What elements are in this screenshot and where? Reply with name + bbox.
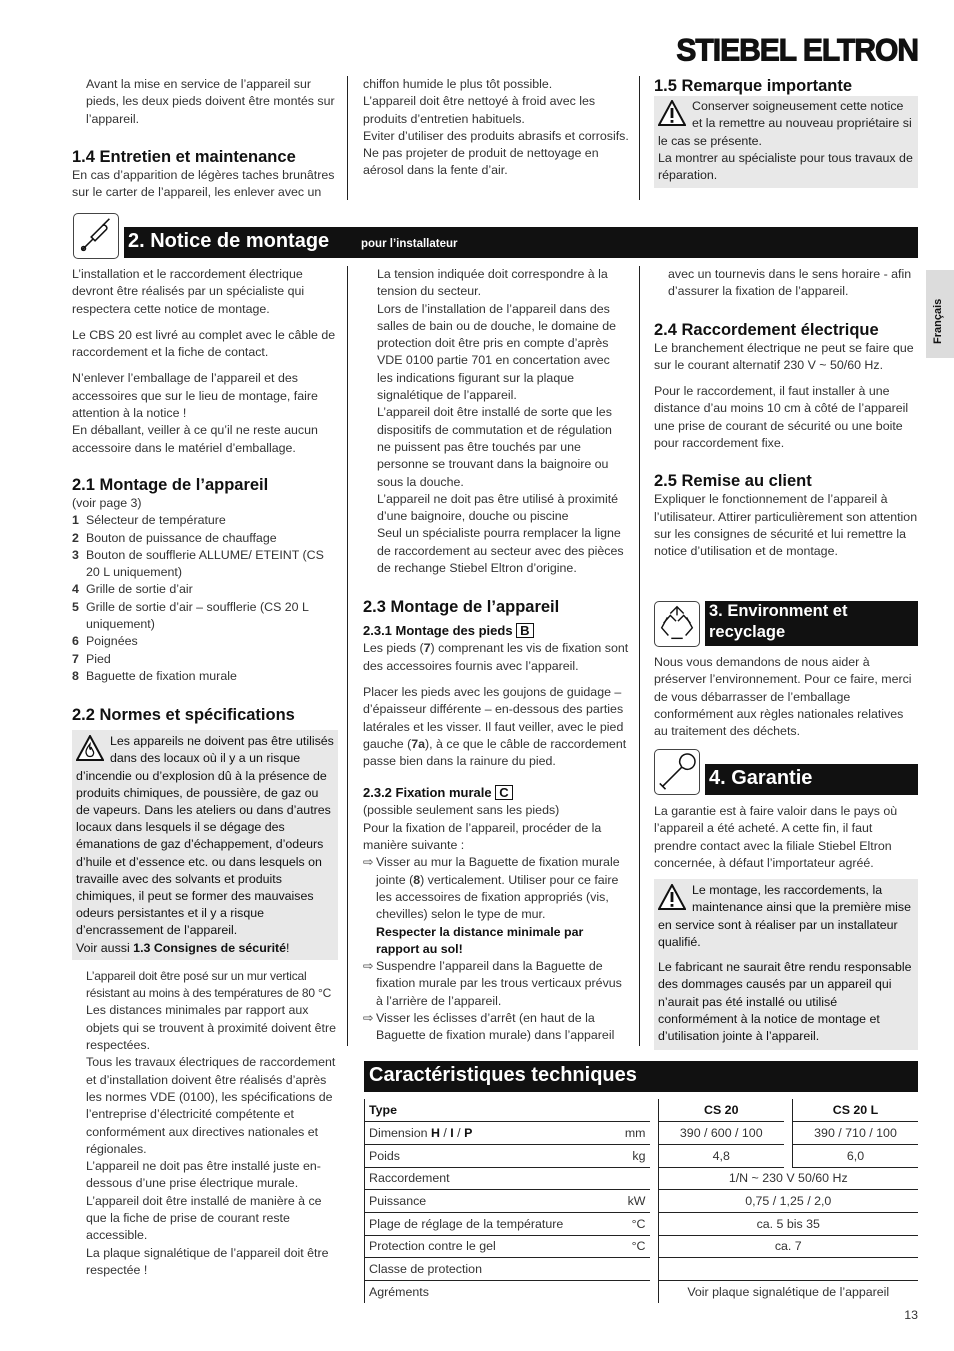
table-row <box>365 1190 919 1213</box>
s232-intro: Pour la fixation de l’appareil, procéder de la manière suivante : <box>363 820 602 853</box>
arrow-icon: ⇨ <box>363 1010 374 1025</box>
section-3-text: Nous vous demandons de nous aider à préserver l’environnement. Pour ce faire, merci de vous débarrasser de l’emballage conformément aux règles nationales relatives au traitement des déchets. <box>654 655 912 739</box>
divider <box>639 76 640 200</box>
row-label: Dimension H / I / P mm <box>365 1122 650 1145</box>
cell: ca. 5 bis 35 <box>658 1212 918 1235</box>
table-row <box>365 1212 919 1235</box>
row-label: Agréments <box>365 1281 650 1304</box>
warning-text: Les appareils ne doivent pas être utilisés dans des locaux où il y a un risque d’incendie ou d’explosion dû à la présence de produits chimiques, de poussière, de gaz ou de vapeurs. Dans les ateliers ou dans d’autres locaux dans lesquels il se dégage des émanations de gaz d’échappement, d’odeurs d’huile et d’essence etc. ou dans lesquels on travaille avec des solvants et produits chimiques, il peut se former des mauvaises odeurs persistantes et il y a risque d’encrassement de l’appareil. Voir aussi 1.3 Consignes de sécurité! <box>76 734 334 955</box>
important-note-1: Conserver soigneusement cette notice et la remettre au nouveau propriétaire si le cas se présente. <box>658 99 912 148</box>
cell: ca. 7 <box>658 1235 918 1258</box>
section-4-text: La garantie est à faire valoir dans le pays où l’appareil a été acheté. A cette fin, il faut prendre contact avec la filiale Stiebel Eltron concernée, à défaut l’importateur agréé. <box>654 804 898 870</box>
note-4: L’appareil ne doit pas être installé juste en-dessous d’une prise électrique murale. <box>86 1159 321 1191</box>
list-item: 8 Baguette de fixation murale <box>72 668 237 683</box>
specs-table <box>364 1099 918 1303</box>
brand-logo: STIEBEL ELTRON <box>676 33 918 68</box>
type-label: Type <box>365 1099 650 1122</box>
s2-p1: L’installation et le raccordement électrique devront être réalisés par un spécialiste qui respectera cette notice de montage. <box>72 267 305 316</box>
s231-p1: Les pieds (7) comprenant les vis de fixation sont des accessoires fournis avec l’appareil. <box>363 641 629 673</box>
intro-text: Avant la mise en service de l’appareil sur pieds, les deux pieds doivent être montés sur l’appareil. <box>86 77 335 126</box>
clean-text-3: Eviter d’utiliser des produits abrasifs et corrosifs. <box>363 128 629 143</box>
note-2: Les distances minimales par rapport aux objets qui se trouvent à proximité doivent être respectées. <box>86 1003 337 1053</box>
para: Seul un spécialiste pourra remplacer la ligne de raccordement au secteur avec des pièces de rechange Stiebel Eltron d’origine. <box>377 526 624 576</box>
warning-icon <box>658 884 686 910</box>
list-item: 6 Poignées <box>72 634 138 649</box>
table-row <box>365 1122 919 1145</box>
list-item: 5 Grille de sortie d’air – soufflerie (CS 20 L uniquement) <box>72 599 309 632</box>
row-label: Classe de protection <box>365 1258 650 1281</box>
section-2-1-sub: (voir page 3) <box>72 495 142 510</box>
cell: 1/N ~ 230 V 50/60 Hz <box>658 1167 918 1190</box>
top-col-3 <box>654 76 918 188</box>
note-1: L’appareil doit être posé sur un mur vertical résistant au moins à des températures de 80 °C <box>86 968 332 1001</box>
para: L’appareil doit être installé de sorte que les dispositifs de commutation et de régulation ne puissent pas être touchés par une personne se trouvant dans la baignoire ou sous la douche. <box>377 405 612 489</box>
clean-text-4: Ne pas projeter de produit de nettoyage en aérosol dans la fente d’air. <box>363 146 599 178</box>
wrench-icon <box>654 749 700 795</box>
section-3-header <box>705 601 918 646</box>
top-col-2 <box>363 76 629 180</box>
s2-col3-cont: avec un tournevis dans le sens horaire - afin d’assurer la fixation de l’appareil. <box>668 267 912 299</box>
parts-list <box>72 512 338 685</box>
s24-p1: Le branchement électrique ne peut se faire que sur le courant alternatif 230 V ~ 50/60 Hz. <box>654 340 914 372</box>
list-item: 2 Bouton de puissance de chauffage <box>72 530 277 545</box>
section-2-header <box>124 227 918 258</box>
s2-col-3 <box>654 266 918 561</box>
cell: 0,75 / 1,25 / 2,0 <box>658 1190 918 1213</box>
specs-header <box>364 1061 918 1092</box>
divider <box>639 266 640 1046</box>
section-4-header <box>705 764 918 795</box>
guarantee-warning-2: Le fabricant ne saurait être rendu responsable des dommages causés par un appareil qui n’aurait pas été installé ou utilisé conformément à la notice de montage et d’utilisation jointe à l’appareil. <box>658 960 912 1044</box>
s2-col2-paras <box>363 266 629 577</box>
s2-col-2 <box>363 266 629 1045</box>
top-col-1 <box>72 76 338 201</box>
warning-box <box>72 730 338 960</box>
list-item: 4 Grille de sortie d’air <box>72 582 193 597</box>
section-2-title: 2. Notice de montage <box>128 230 330 252</box>
recycling-icon <box>654 601 700 647</box>
note-3: Tous les travaux électriques de raccordement et d’installation doivent être réalisés d’après les normes VDE (0100), les spécifications de l’entreprise d’électricité compétente et conformément aux directives nationales et régionales. <box>86 1055 336 1156</box>
section-2-1-title: 2.1 Montage de l’appareil <box>72 475 269 494</box>
cell: 390 / 600 / 100 <box>658 1122 784 1145</box>
section-3-title: 3. Environment et recyclage <box>709 602 848 641</box>
note-5: L’appareil doit être installé de manière à ce que la fiche de prise de courant reste accessible. <box>86 1193 322 1243</box>
row-label: Protection contre le gel °C <box>365 1235 650 1258</box>
language-tab-label: Français <box>932 298 944 344</box>
para: L’appareil ne doit pas être utilisé à proximité d’une baignoire, douche ou piscine <box>377 491 619 524</box>
step-item: ⇨ Visser au mur la Baguette de fixation murale jointe (8) verticalement. Utiliser pour ce faire les accessoires de fixation appropriés (vis, chevilles) selon le type de mur. Respecter la distance minimale par rapport au sol! <box>363 854 629 958</box>
list-item: 1 Sélecteur de température <box>72 513 226 528</box>
section-1-5-title: 1.5 Remarque importante <box>654 77 853 95</box>
language-tab <box>926 270 954 358</box>
specs-title: Caractéristiques techniques <box>369 1064 637 1086</box>
clean-text-1: chiffon humide le plus tôt possible. <box>363 77 553 91</box>
list-item: 7 Pied <box>72 651 111 666</box>
guarantee-warning-box <box>654 879 918 1050</box>
arrow-icon: ⇨ <box>363 855 374 870</box>
guarantee-warning-1: Le montage, les raccordements, la maintenance ainsi que la première mise en service sont à réaliser par un installateur qualifié. <box>658 883 912 949</box>
step-item: ⇨ Visser les éclisses d’arrêt (en haut de la Baguette de fixation murale) dans l’appareil <box>363 1010 629 1045</box>
important-note-box <box>654 96 918 188</box>
section-1-4-title: 1.4 Entretien et maintenance <box>72 147 296 166</box>
divider <box>347 76 348 200</box>
cell: 6,0 <box>793 1144 919 1167</box>
s232-sub: (possible seulement sans les pieds) <box>363 803 560 818</box>
row-label: Plage de réglage de la température °C <box>365 1212 650 1235</box>
s25-p: Expliquer le fonctionnement de l’appareil à l’utilisateur. Attirer particulièrement son attention sur les consignes de sécurité et lui remettre la notice d’utilisation et de montage. <box>654 492 918 559</box>
section-4-title: 4. Garantie <box>709 767 813 789</box>
section-2-subtitle: pour l’installateur <box>361 238 458 250</box>
screwdriver-icon <box>73 213 119 259</box>
table-row <box>365 1235 919 1258</box>
s2-p2: Le CBS 20 est livré au complet avec le câble de raccordement et la fiche de contact. <box>72 327 336 360</box>
cell: Voir plaque signalétique de l’appareil <box>658 1281 918 1304</box>
para: La tension indiquée doit correspondre à la tension du secteur. <box>377 267 608 299</box>
s2-col-1 <box>72 266 338 1279</box>
important-note-2: La montrer au spécialiste pour tous travaux de réparation. <box>658 150 913 183</box>
table-row <box>365 1099 919 1122</box>
row-label: Puissance kW <box>365 1190 650 1213</box>
cell: 390 / 710 / 100 <box>793 1122 919 1145</box>
model-cs20: CS 20 <box>658 1099 784 1122</box>
row-label: Raccordement <box>365 1167 650 1190</box>
section-2-2-title: 2.2 Normes et spécifications <box>72 706 295 725</box>
table-row <box>365 1167 919 1190</box>
section-1-4-text: En cas d’apparition de légères taches brunâtres sur le carter de l’appareil, les enlever avec un <box>72 167 335 200</box>
table-row <box>365 1281 919 1304</box>
specs-notes <box>72 968 338 1279</box>
note-6: La plaque signalétique de l’appareil doit être respectée ! <box>86 1245 329 1277</box>
section-2-5-title: 2.5 Remise au client <box>654 472 812 491</box>
page-number: 13 <box>904 1308 918 1322</box>
row-label: Poids kg <box>365 1144 650 1167</box>
s2-p3a: N’enlever l’emballage de l’appareil et des accessoires que sur le lieu de montage, faire attention à la notice ! <box>72 371 318 421</box>
fire-warning-icon <box>76 735 104 761</box>
section-2-3-1-title: 2.3.1 Montage des pieds B <box>363 622 629 640</box>
cell <box>658 1258 918 1281</box>
section-2-3-2-title: 2.3.2 Fixation murale C <box>363 784 629 802</box>
section-2-4-title: 2.4 Raccordement électrique <box>654 320 879 339</box>
s231-p2: Placer les pieds avec les goujons de guidage – d’épaisseur différente – en-dessous des parties latérales et les visser. Il faut veiller, avec le pied gauche (7a), à ce que le câble de raccordement passe bien dans la rainure du pied. <box>363 684 627 769</box>
table-row <box>365 1144 919 1167</box>
model-cs20l: CS 20 L <box>793 1099 919 1122</box>
figure-ref-b: B <box>516 623 533 638</box>
warning-icon <box>658 100 686 126</box>
s24-p2: Pour le raccordement, il faut installer à une distance d’au moins 10 cm à côté de l’appareil une prise de courant de sécurité ou une boite pour raccordement fixe. <box>654 384 909 451</box>
s2-p3b: En déballant, veiller à ce qu’il ne reste aucun accessoire dans le matériel d’emballage. <box>72 423 318 455</box>
clean-text-2: L’appareil doit être nettoyé à froid avec les produits d’entretien habituels. <box>363 94 596 126</box>
table-row <box>365 1258 919 1281</box>
section-2-3-title: 2.3 Montage de l’appareil <box>363 598 560 617</box>
para: Lors de l’installation de l’appareil dans des salles de bain ou de douche, le domaine de protection doit être pris en compte d’après VDE 0100 partie 701 en concertation avec les indications figurant sur la plaque signalétique de l’appareil. <box>377 301 617 403</box>
divider <box>347 266 348 1046</box>
arrow-icon: ⇨ <box>363 959 374 974</box>
step-item: ⇨ Suspendre l’appareil dans la Baguette de fixation murale par les trous verticaux prévus à l’arrière de l’appareil. <box>363 958 629 1010</box>
cell: 4,8 <box>658 1144 784 1167</box>
figure-ref-c: C <box>495 785 512 800</box>
list-item: 3 Bouton de soufflerie ALLUME/ ETEINT (CS 20 L uniquement) <box>72 547 324 580</box>
